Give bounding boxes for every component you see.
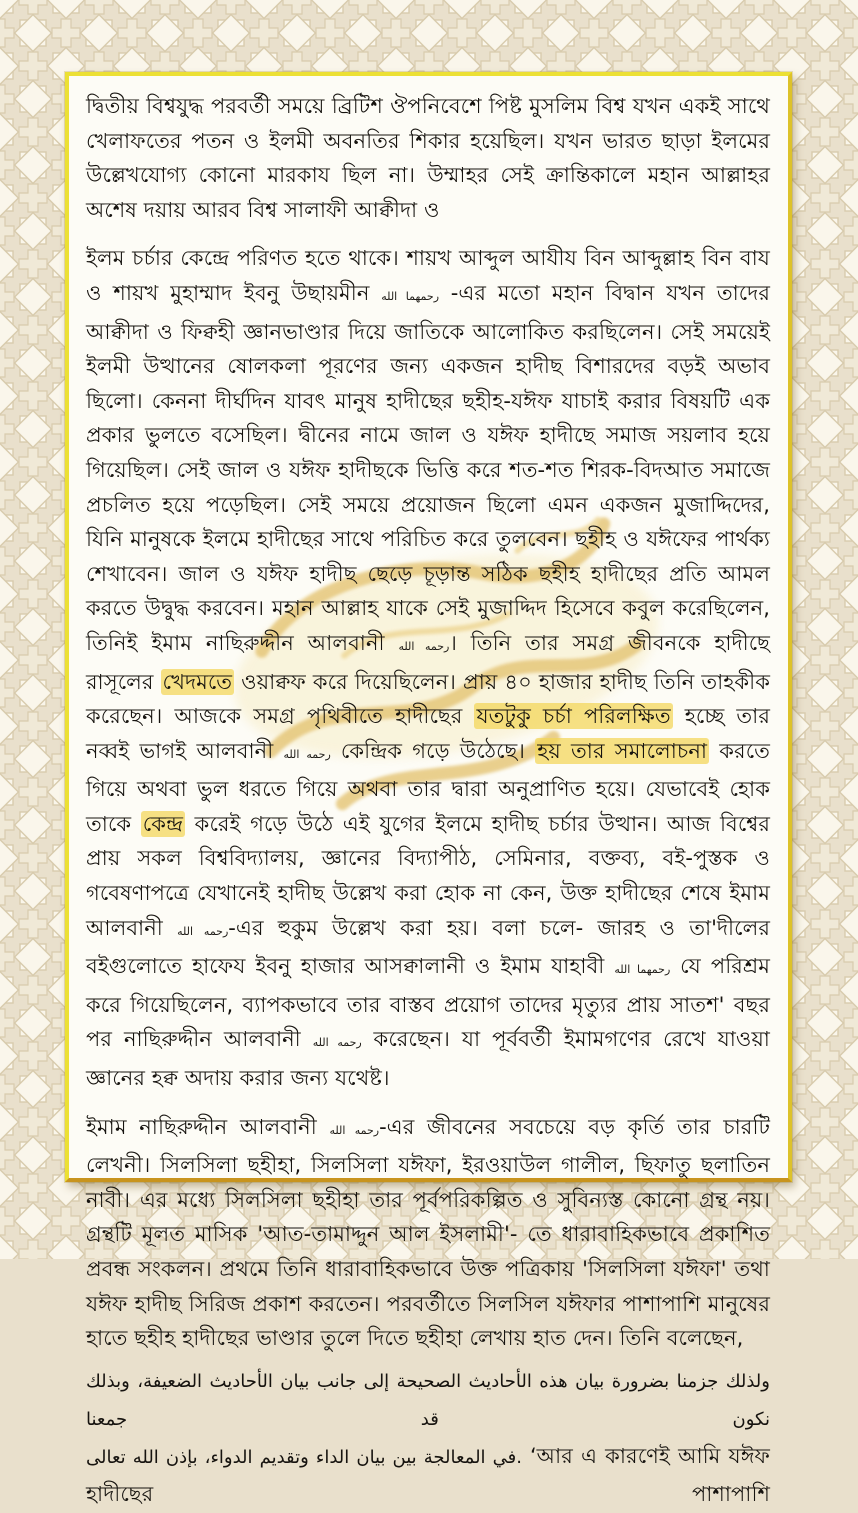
page-sheet [65, 72, 792, 1506]
honorific-mark: رحمهما الله [381, 289, 440, 303]
honorific-mark: رحمه الله [312, 1036, 362, 1050]
text-run: -এর জীবনের সবচেয়ে বড় কৃর্তি তার চারটি লেখনী। সিলসিলা ছহীহা, সিলসিলা যঈফা, ইরওয়াউল গালীল, ছিফাতু ছলাতিন নাবী। এর মধ্যে সিলসিলা ছহীহা তার পূর্বপরিকল্পিত ও সুবিন্যস্ত কোনো গ্রন্থ নয়। গ্রন্থটি মূলত মাসিক 'আত-তামাদ্দুন আল ইসলামী'- তে ধারাবাহিকভাবে প্রকাশিত প্রবন্ধ সংকলন। প্রথমে তিনি ধারাবাহিকভাবে উক্ত পত্রিকায় 'সিলসিলা যঈফা' তথা যঈফ হাদীছ সিরিজ প্রকাশ করতেন। পরবর্তীতে সিলসিল যঈফার পাশাপাশি মানুষের হাতে ছহীহ হাদীছের ভাণ্ডার তুলে দিতে ছহীহা লেখায় হাত দেন। তিনি বলেছেন, [86, 1114, 771, 1351]
paragraph [86, 241, 770, 1095]
highlighted-text: খেদমতে [162, 669, 233, 694]
honorific-mark: رحمه الله [283, 747, 331, 761]
text-run: ওয়াক্বফ করে দিয়েছিলেন। প্রায় ৪০ হাজার হাদীছ তিনি তাহকীক করেছেন। আজকে সমগ্র পৃথিবীতে হাদীছের [86, 669, 770, 729]
text-run: দ্বিতীয় বিশ্বযুদ্ধ পরবর্তী সময়ে ব্রিটিশ ঔপনিবেশে পিষ্ট মুসলিম বিশ্ব যখন একই সাথে খেলাফতের পতন ও ইলমী অবনতির শিকার হয়েছিল। যখন ভারত ছাড়া ইলমের উল্লেখযোগ্য কোনো মারকায ছিল না। উম্মাহর সেই ক্রান্তিকালে মহান আল্লাহর অশেষ দয়ায় আরব বিশ্ব সালাফী আক্বীদা ও [86, 94, 770, 222]
arabic-text: ولذلك جزمنا بضرورة بيان هذه الأحاديث الصحيحة إلى جانب بيان الأحاديث الضعيفة، وبذلك نكون قد جمعنا [86, 1370, 770, 1430]
paragraph [86, 1110, 770, 1356]
text-run: ইমাম নাছিরুদ্দীন আলবানী [86, 1114, 330, 1139]
highlighted-text: কেন্দ্র [142, 811, 184, 836]
text-run: হচ্ছে তার নব্বই ভাগই আলবানী [86, 704, 770, 763]
honorific-mark: رحمهما الله [614, 963, 671, 977]
text-run: যে পরিশ্রম করে গিয়েছিলেন, ব্যাপকভাবে তার বাস্তব প্রয়োগ তাদের মৃত্যুর প্রায় সাতশ' বছর পর নাছিরুদ্দীন আলবানী [86, 954, 771, 1052]
highlighted-text: হয় তার সমালোচনা [537, 738, 708, 763]
paragraph [86, 1438, 770, 1513]
highlighted-text: যতটুকু চর্চা পরিলক্ষিত [476, 704, 671, 729]
honorific-mark: رحمه الله [398, 639, 450, 653]
page-body [86, 89, 770, 1513]
arabic-text: في المعالجة بين بيان الداء وتقديم الدواء، بإذن الله تعالى. [86, 1446, 522, 1468]
text-run: । তিনি তার সমগ্র জীবনকে হাদীছে রাসূলের [86, 630, 771, 694]
honorific-mark: رحمه الله [329, 1123, 380, 1137]
paragraph [86, 1362, 770, 1438]
honorific-mark: رحمه الله [177, 924, 229, 938]
text-run: ইলম চর্চার কেন্দ্রে পরিণত হতে থাকে। শায়খ আব্দুল আযীয বিন আব্দুল্লাহ বিন বায ও শায়খ মুহাম্মাদ ইবনু উছায়মীন [86, 246, 770, 305]
text-run: করেছেন। যা পূর্ববর্তী ইমামগণের রেখে যাওয়া জ্ঞানের হক্ব অদায় করার জন্য যথেষ্ট। [86, 1027, 770, 1091]
text-run: কেন্দ্রিক গড়ে উঠেছে। [330, 738, 536, 763]
text-run: করতে গিয়ে অথবা ভুল ধরতে গিয়ে অথবা তার দ্বারা অনুপ্রাণিত হয়ে। যেভাবেই হোক তাকে [86, 738, 771, 836]
text-run: -এর হুকুম উল্লেখ করা হয়। বলা চলে- জারহ ও তা'দীলের বইগুলোতে হাফেয ইবনু হাজার আসক্বালানী ও ইমাম যাহাবী [86, 915, 771, 979]
text-run: -এর মতো মহান বিদ্বান যখন তাদের আক্বীদা ও ফিক্বহী জ্ঞানভাণ্ডার দিয়ে জাতিকে আলোকিত করছিলেন। সেই সময়েই ইলমী উত্থানের ষোলকলা পূরণের জন্য একজন হাদীছ বিশারদের বড়ই অভাব ছিলো। কেননা দীর্ঘদিন যাবৎ মানুষ হাদীছের ছহীহ-যঈফ যাচাই করার বিষয়টি এক প্রকার ভুলতে বসেছিল। দ্বীনের নামে জাল ও যঈফ হাদীছে সমাজ সয়লাব হয়ে গিয়েছিল। সেই জাল ও যঈফ হাদীছকে ভিত্তি করে শত-শত শিরক-বিদআত সমাজে প্রচলিত হয়ে পড়েছিল। সেই সময়ে প্রয়োজন ছিলো এমন একজন মুজাদ্দিদের, যিনি মানুষকে ইলমে হাদীছের সাথে পরিচিত করে তুলবেন। ছহীহ ও যঈফের পার্থক্য শেখাবেন। জাল ও যঈফ হাদীছ ছেড়ে চূড়ান্ত সঠিক ছহীহ হাদীছের প্রতি আমল করতে উদ্বুদ্ধ করবেন। মহান আল্লাহ যাকে সেই মুজাদ্দিদ হিসেবে কবুল করেছিলেন, তিনিই ইমাম নাছিরুদ্দীন আলবানী [86, 280, 770, 655]
paragraph [86, 89, 770, 227]
text-run: করেই গড়ে উঠে এই যুগের ইলমে হাদীছ চর্চার উত্থান। আজ বিশ্বের প্রায় সকল বিশ্ববিদ্যালয়, জ্ঞানের বিদ্যাপীঠ, সেমিনার, বক্তব্য, বই-পুস্তক ও গবেষণাপত্রে যেখানেই হাদীছ উল্লেখ করা হোক না কেন, উক্ত হাদীছের শেষে ইমাম আলবানী [86, 811, 770, 940]
text-run: ‘আর এ কারণেই আমি যঈফ হাদীছের পাশাপাশি [86, 1443, 770, 1506]
